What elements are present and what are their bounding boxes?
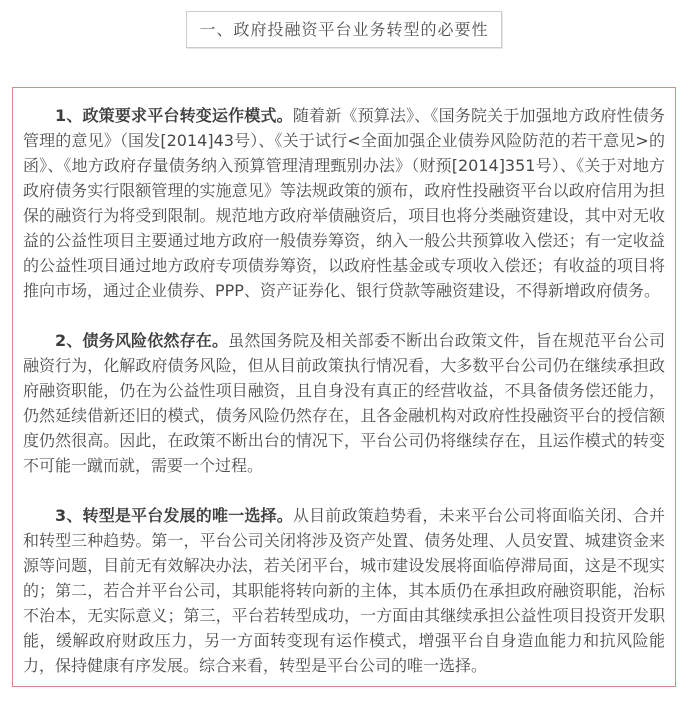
article-content-panel <box>12 87 676 687</box>
paragraph-debt-risk <box>23 328 665 478</box>
paragraph-transformation-choice <box>23 503 665 678</box>
paragraph-2-lead: 2、债务风险依然存在。 <box>55 331 229 350</box>
paragraph-1-body: 随着新《预算法》、《国务院关于加强地方政府性债务管理的意见》（国发[2014]43号）、《关于试行<全面加强企业债券风险防范的若干意见>的函》、《地方政府存量债务纳入预算管理清理甄别办法》（财预[2014]351号）、《关于对地方政府债务实行限额管理的实施意见》等法规政策的颁布，政府性投融资平台以政府信用为担保的融资行为将受到限制。规范地方政府举债融资后，项目也将分类融资建设，其中对无收益的公益性项目主要通过地方政府一般债券筹资，纳入一般公共预算收入偿还；有一定收益的公益性项目通过地方政府专项债券筹资，以政府性基金或专项收入偿还；有收益的项目将推向市场，通过企业债券、PPP、资产证券化、银行贷款等融资建设，不得新增政府债务。 <box>23 106 665 300</box>
article-page <box>0 11 688 721</box>
paragraph-2-body: 虽然国务院及相关部委不断出台政策文件，旨在规范平台公司融资行为，化解政府债务风险，但从目前政策执行情况看，大多数平台公司仍在继续承担政府融资职能，仍在为公益性项目融资，且自身没有真正的经营收益，不具备债务偿还能力，仍然延续借新还旧的模式，债务风险仍然存在，且各金融机构对政府性投融资平台的授信额度仍然很高。因此，在政策不断出台的情况下，平台公司仍将继续存在，且运作模式的转变不可能一蹴而就，需要一个过程。 <box>23 331 665 475</box>
section-title: 一、政府投融资平台业务转型的必要性 <box>199 20 489 39</box>
paragraph-3-lead: 3、转型是平台发展的唯一选择。 <box>55 506 293 525</box>
section-title-box <box>186 11 501 48</box>
paragraph-policy-change <box>23 103 665 303</box>
paragraph-3-body: 从目前政策趋势看，未来平台公司将面临关闭、合并和转型三种趋势。第一，平台公司关闭将涉及资产处置、债务处理、人员安置、城建资金来源等问题，目前无有效解决办法，若关闭平台，城市建设发展将面临停滞局面，这是不现实的；第二，若合并平台公司，其职能将转向新的主体，其本质仍在承担政府融资职能，治标不治本，无实际意义；第三，平台若转型成功，一方面由其继续承担公益性项目投资开发职能，缓解政府财政压力，另一方面转变现有运作模式，增强平台自身造血能力和抗风险能力，保持健康有序发展。综合来看，转型是平台公司的唯一选择。 <box>23 506 665 675</box>
paragraph-1-lead: 1、政策要求平台转变运作模式。 <box>55 106 293 125</box>
